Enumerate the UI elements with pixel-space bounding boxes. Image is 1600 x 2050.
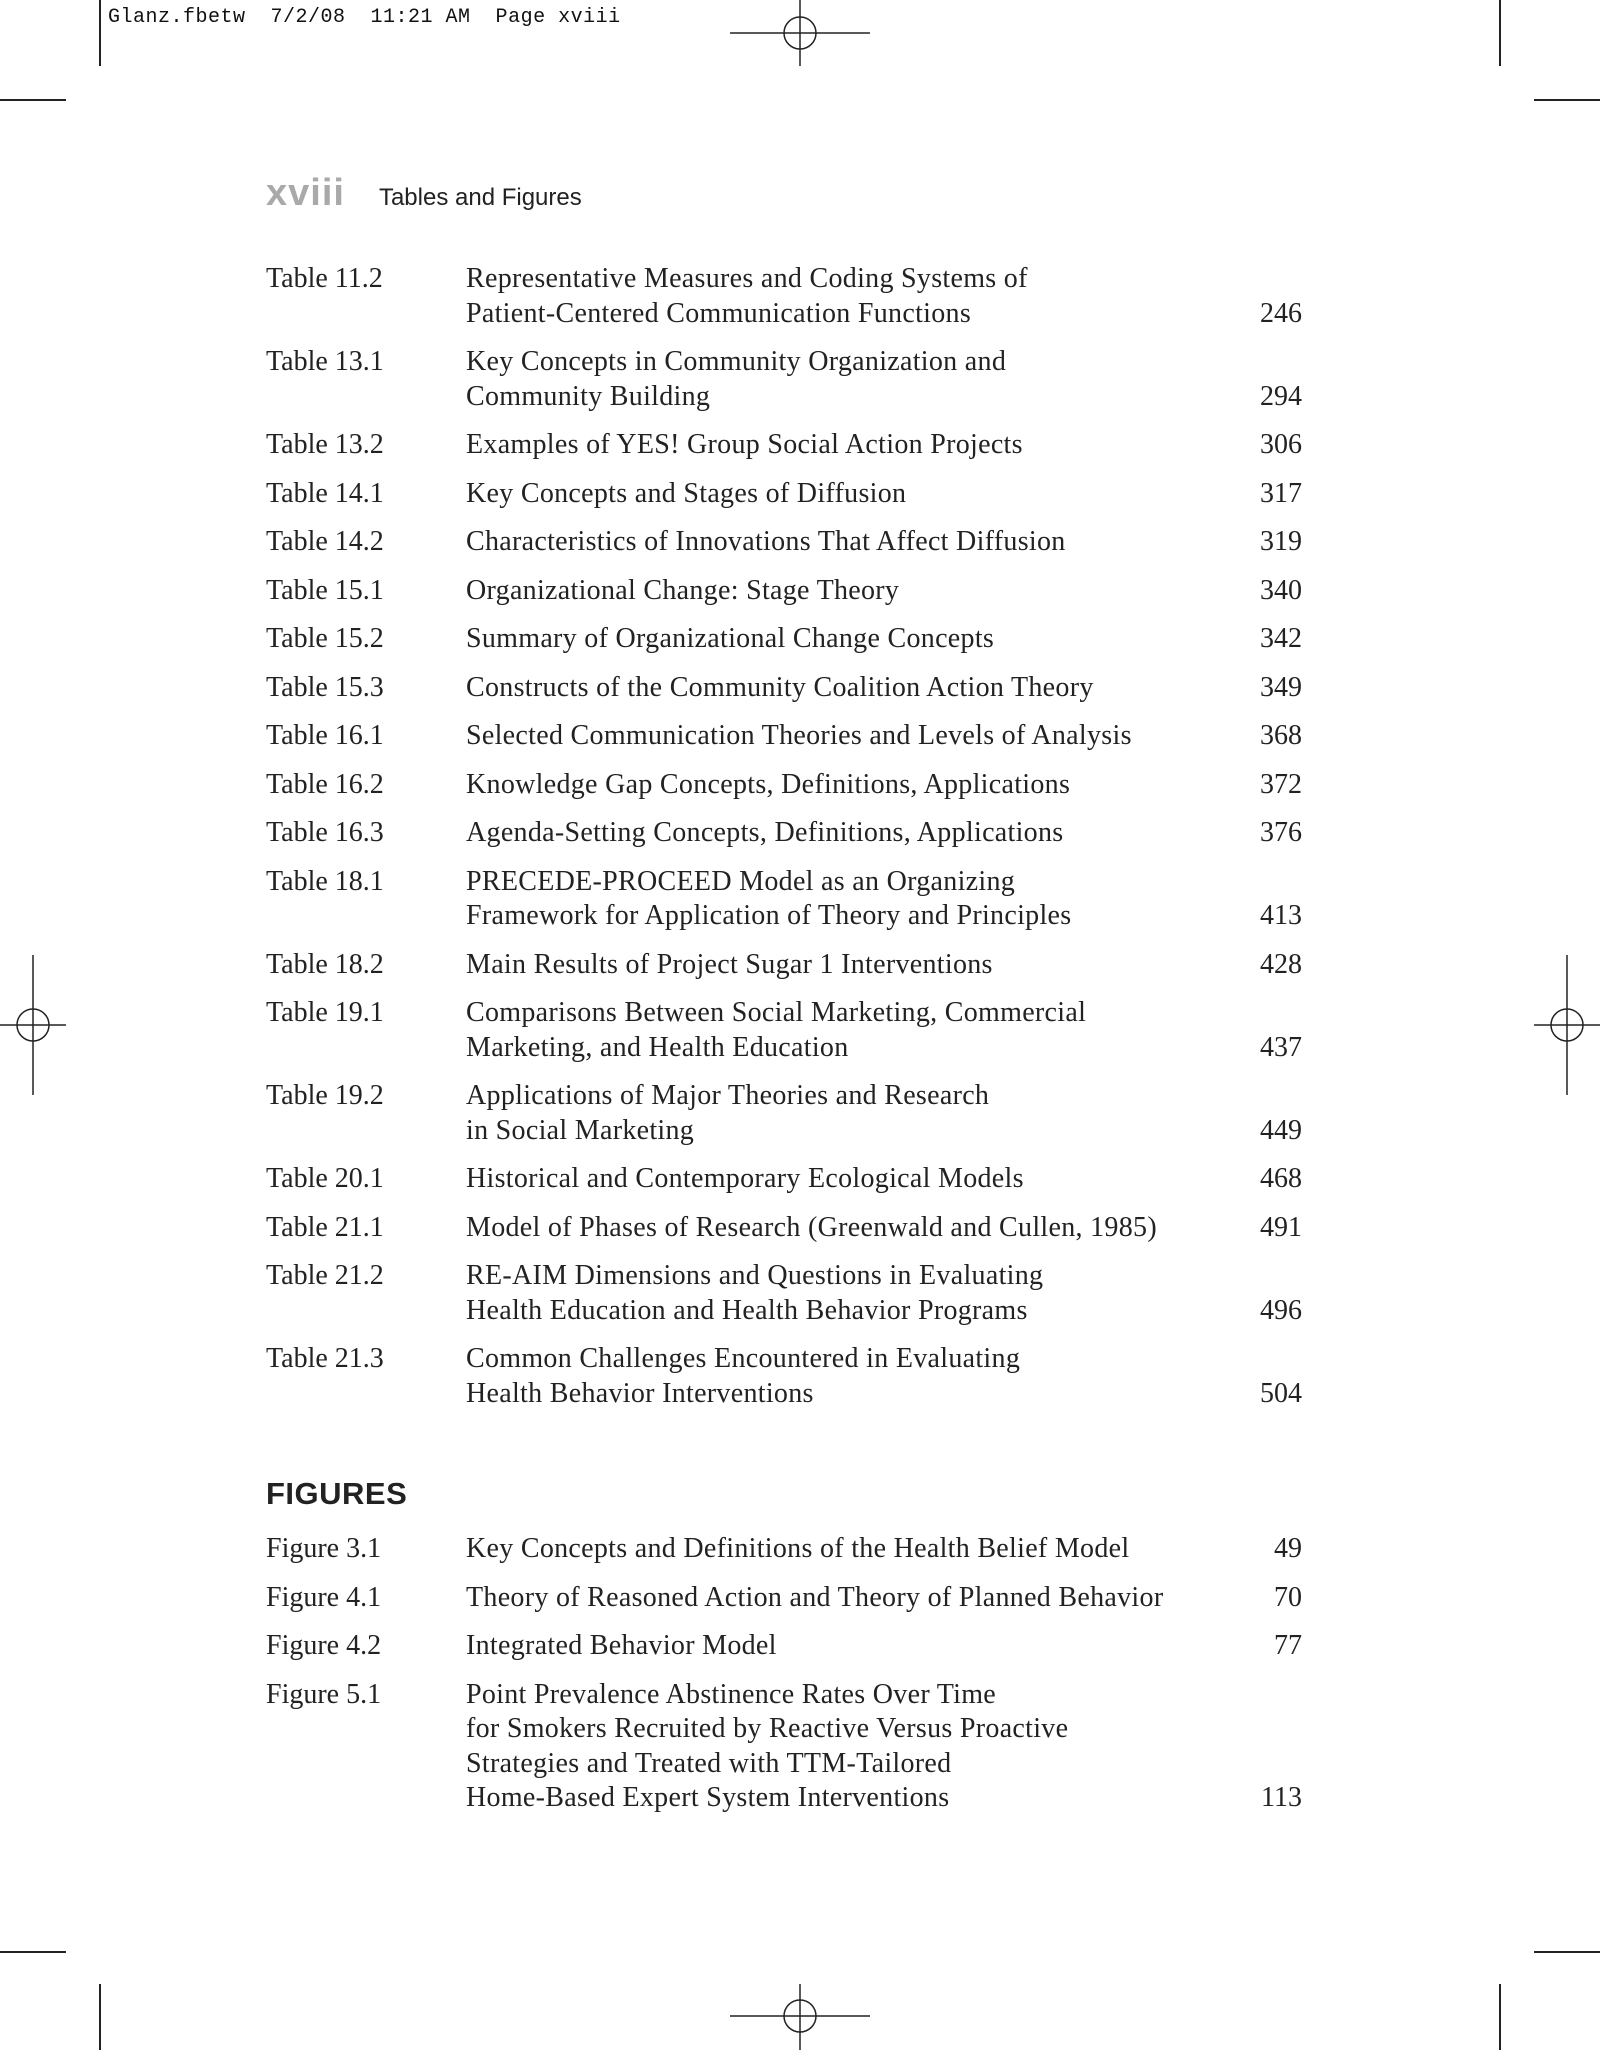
table-entry: [266, 719, 1302, 754]
entry-page-number: 317: [1260, 477, 1302, 509]
entry-label: Table 16.3: [266, 817, 384, 848]
entry-title: [466, 865, 1246, 934]
entry-page-number: 428: [1260, 948, 1302, 980]
tables-list: [266, 262, 1302, 1425]
entry-page-number: 294: [1260, 380, 1302, 412]
table-entry: [266, 1079, 1302, 1148]
entry-title: [466, 345, 1246, 414]
table-entry: [266, 428, 1302, 463]
crop-mark: [1499, 0, 1501, 66]
entry-title-line: Key Concepts and Definitions of the Health Belief Model: [466, 1533, 1130, 1564]
entry-title: [466, 262, 1246, 331]
crop-mark: [1499, 1984, 1501, 2050]
entry-label: Table 18.2: [266, 948, 384, 980]
entry-title-line: Community Building: [466, 380, 711, 412]
table-entry: [266, 948, 1302, 983]
entry-title: [466, 428, 1246, 463]
entry-label: Table 21.1: [266, 1211, 384, 1243]
entry-page-number: 246: [1260, 297, 1302, 329]
entry-page-number: 504: [1260, 1377, 1302, 1409]
entry-title-line: Agenda-Setting Concepts, Definitions, Applications: [466, 817, 1064, 848]
entry-title-line: Historical and Contemporary Ecological Models: [466, 1163, 1024, 1194]
table-entry: [266, 671, 1302, 706]
table-entry: [266, 768, 1302, 803]
entry-title-line: PRECEDE-PROCEED Model as an Organizing: [466, 865, 1016, 897]
entry-label: Table 19.2: [266, 1080, 384, 1111]
figures-list: [266, 1532, 1302, 1830]
entry-label: Figure 4.1: [266, 1581, 382, 1613]
entry-label: Table 16.1: [266, 720, 384, 751]
registration-mark-right: [1532, 955, 1600, 1095]
table-entry: [266, 816, 1302, 851]
entry-title-line: Patient-Centered Communication Functions: [466, 297, 972, 329]
entry-label: Table 15.2: [266, 623, 384, 654]
crop-mark: [1534, 1951, 1600, 1953]
entry-title-line: Applications of Major Theories and Research: [466, 1080, 990, 1111]
entry-title: [466, 1079, 1246, 1148]
entry-title-line: Key Concepts in Community Organization and: [466, 346, 1007, 377]
crop-mark: [0, 1951, 66, 1953]
registration-mark-left: [0, 955, 68, 1095]
table-entry: [266, 525, 1302, 560]
entry-title: [466, 1342, 1246, 1411]
entry-title-line: in Social Marketing: [466, 1114, 695, 1146]
entry-title: [466, 622, 1246, 657]
table-entry: [266, 622, 1302, 657]
entry-title: [466, 477, 1246, 512]
entry-page-number: 468: [1260, 1163, 1302, 1194]
figure-entry: [266, 1678, 1302, 1816]
entry-title-line: for Smokers Recruited by Reactive Versus Proactive: [466, 1713, 1069, 1744]
entry-title: [466, 1211, 1246, 1246]
entry-title-line: Selected Communication Theories and Levels of Analysis: [466, 720, 1132, 751]
entry-label: Table 11.2: [266, 263, 383, 294]
registration-mark-top: [730, 0, 870, 68]
entry-title: [466, 1259, 1246, 1328]
entry-label: Table 13.1: [266, 346, 384, 377]
figure-entry: [266, 1532, 1302, 1567]
entry-page-number: 340: [1260, 574, 1302, 606]
entry-title: [466, 816, 1246, 851]
entry-title-line: Examples of YES! Group Social Action Projects: [466, 429, 1023, 460]
entry-page-number: 70: [1274, 1581, 1302, 1613]
entry-label: Figure 5.1: [266, 1678, 382, 1710]
entry-label: Table 18.1: [266, 865, 384, 897]
entry-title-line: Constructs of the Community Coalition Action Theory: [466, 671, 1094, 703]
entry-page-number: 319: [1260, 526, 1302, 557]
entry-page-number: 49: [1274, 1533, 1302, 1564]
entry-label: Table 16.2: [266, 768, 384, 800]
print-slug: Glanz.fbetw 7/2/08 11:21 AM Page xviii: [108, 6, 621, 29]
entry-title-line: Main Results of Project Sugar 1 Interventions: [466, 948, 993, 980]
entry-page-number: 306: [1260, 429, 1302, 460]
table-entry: [266, 262, 1302, 331]
table-entry: [266, 574, 1302, 609]
entry-page-number: 113: [1261, 1782, 1302, 1813]
entry-title-line: Characteristics of Innovations That Affect Diffusion: [466, 526, 1066, 557]
entry-title: [466, 768, 1246, 803]
table-entry: [266, 477, 1302, 512]
entry-title-line: Organizational Change: Stage Theory: [466, 574, 900, 606]
crop-mark: [0, 99, 66, 101]
entry-title-line: Theory of Reasoned Action and Theory of Planned Behavior: [466, 1581, 1164, 1613]
running-head: [266, 172, 582, 215]
entry-page-number: 413: [1260, 900, 1302, 931]
entry-title: [466, 574, 1246, 609]
entry-title-line: Point Prevalence Abstinence Rates Over Time: [466, 1678, 997, 1710]
entry-title-line: Model of Phases of Research (Greenwald and Cullen, 1985): [466, 1211, 1157, 1243]
entry-label: Table 20.1: [266, 1163, 384, 1194]
entry-title-line: Integrated Behavior Model: [466, 1630, 777, 1661]
entry-page-number: 437: [1260, 1031, 1302, 1063]
entry-title-line: Home-Based Expert System Interventions: [466, 1782, 950, 1813]
entry-label: Table 19.1: [266, 997, 384, 1028]
entry-title: [466, 525, 1246, 560]
entry-page-number: 491: [1260, 1211, 1302, 1243]
table-entry: [266, 865, 1302, 934]
crop-mark: [1534, 99, 1600, 101]
figure-entry: [266, 1629, 1302, 1664]
entry-title-line: RE-AIM Dimensions and Questions in Evaluating: [466, 1260, 1044, 1291]
table-entry: [266, 1211, 1302, 1246]
entry-page-number: 368: [1260, 720, 1302, 751]
entry-title-line: Framework for Application of Theory and Principles: [466, 900, 1072, 931]
entry-title: [466, 1532, 1246, 1567]
entry-label: Table 15.1: [266, 574, 384, 606]
running-head-title: Tables and Figures: [378, 184, 582, 211]
crop-mark: [99, 0, 101, 66]
entry-page-number: 349: [1260, 671, 1302, 703]
entry-title-line: Representative Measures and Coding Systems of: [466, 263, 1028, 294]
registration-mark-bottom: [730, 1982, 870, 2050]
entry-title-line: Health Behavior Interventions: [466, 1377, 814, 1409]
table-entry: [266, 345, 1302, 414]
figures-heading: FIGURES: [266, 1476, 408, 1511]
crop-mark: [99, 1984, 101, 2050]
entry-title: [466, 948, 1246, 983]
entry-title: [466, 996, 1246, 1065]
entry-title-line: Common Challenges Encountered in Evaluating: [466, 1343, 1021, 1374]
entry-label: Table 21.2: [266, 1260, 384, 1291]
entry-title: [466, 1629, 1246, 1664]
entry-label: Figure 4.2: [266, 1630, 382, 1661]
entry-page-number: 449: [1260, 1114, 1302, 1146]
entry-label: Table 21.3: [266, 1343, 384, 1374]
entry-title-line: Marketing, and Health Education: [466, 1031, 849, 1063]
entry-title: [466, 719, 1246, 754]
entry-title: [466, 1581, 1246, 1616]
table-entry: [266, 1342, 1302, 1411]
entry-title-line: Strategies and Treated with TTM-Tailored: [466, 1747, 952, 1779]
entry-page-number: 496: [1260, 1294, 1302, 1326]
entry-title-line: Knowledge Gap Concepts, Definitions, Applications: [466, 768, 1071, 800]
entry-page-number: 77: [1274, 1630, 1302, 1661]
figure-entry: [266, 1581, 1302, 1616]
entry-page-number: 342: [1260, 623, 1302, 654]
entry-title: [466, 1678, 1246, 1816]
entry-label: Table 13.2: [266, 429, 384, 460]
entry-title-line: Comparisons Between Social Marketing, Commercial: [466, 997, 1087, 1028]
entry-page-number: 376: [1260, 817, 1302, 848]
table-entry: [266, 1259, 1302, 1328]
entry-label: Table 14.2: [266, 526, 384, 557]
entry-title: [466, 671, 1246, 706]
entry-title-line: Summary of Organizational Change Concepts: [466, 623, 995, 654]
entry-label: Table 14.1: [266, 477, 384, 509]
folio-page-number: xviii: [266, 172, 345, 214]
table-entry: [266, 1162, 1302, 1197]
entry-label: Figure 3.1: [266, 1533, 382, 1564]
entry-label: Table 15.3: [266, 671, 384, 703]
entry-title-line: Key Concepts and Stages of Diffusion: [466, 477, 907, 509]
entry-page-number: 372: [1260, 768, 1302, 800]
entry-title: [466, 1162, 1246, 1197]
entry-title-line: Health Education and Health Behavior Programs: [466, 1294, 1028, 1326]
table-entry: [266, 996, 1302, 1065]
